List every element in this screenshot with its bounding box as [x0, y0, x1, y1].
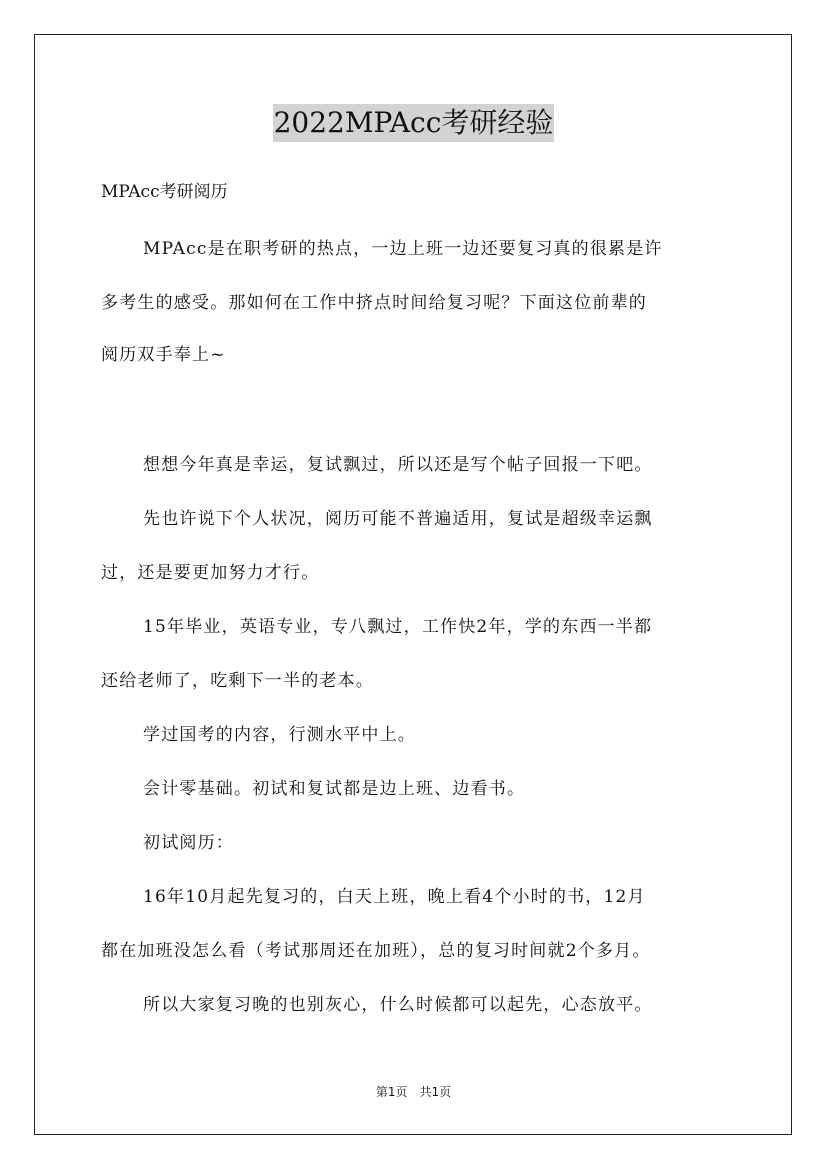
- paragraph-line: 会计零基础。初试和复试都是边上班、边看书。: [143, 779, 526, 799]
- paragraph-line: 16年10月起先复习的，白天上班，晚上看4个小时的书，12月: [143, 887, 646, 907]
- paragraph-line: 阅历双手奉上~: [101, 345, 226, 365]
- paragraph-line: 学过国考的内容，行测水平中上。: [143, 725, 416, 745]
- title-container: [0, 104, 827, 142]
- paragraph-line: 先也许说下个人状况，阅历可能不普遍适用，复试是超级幸运飘: [143, 509, 653, 529]
- paragraph-line: 还给老师了，吃剩下一半的老本。: [101, 671, 374, 691]
- paragraph-line: 想想今年真是幸运，复试飘过，所以还是写个帖子回报一下吧。: [143, 455, 653, 475]
- paragraph-line: 都在加班没怎么看（考试那周还在加班），总的复习时间就2个多月。: [101, 941, 651, 961]
- paragraph-line: 多考生的感受。那如何在工作中挤点时间给复习呢？下面这位前辈的: [101, 293, 647, 313]
- section-heading: MPAcc考研阅历: [101, 182, 228, 202]
- page-number: 第1页 共1页: [375, 1085, 452, 1099]
- document-title: 2022MPAcc考研经验: [273, 104, 555, 142]
- paragraph-line: 初试阅历：: [143, 833, 234, 853]
- paragraph-line: MPAcc是在职考研的热点，一边上班一边还要复习真的很累是许: [143, 239, 663, 259]
- paragraph-line: 过，还是要更加努力才行。: [101, 563, 320, 583]
- paragraph-line: 所以大家复习晚的也别灰心，什么时候都可以起先，心态放平。: [143, 995, 653, 1015]
- paragraph-line: 15年毕业，英语专业，专八飘过，工作快2年，学的东西一半都: [143, 617, 653, 637]
